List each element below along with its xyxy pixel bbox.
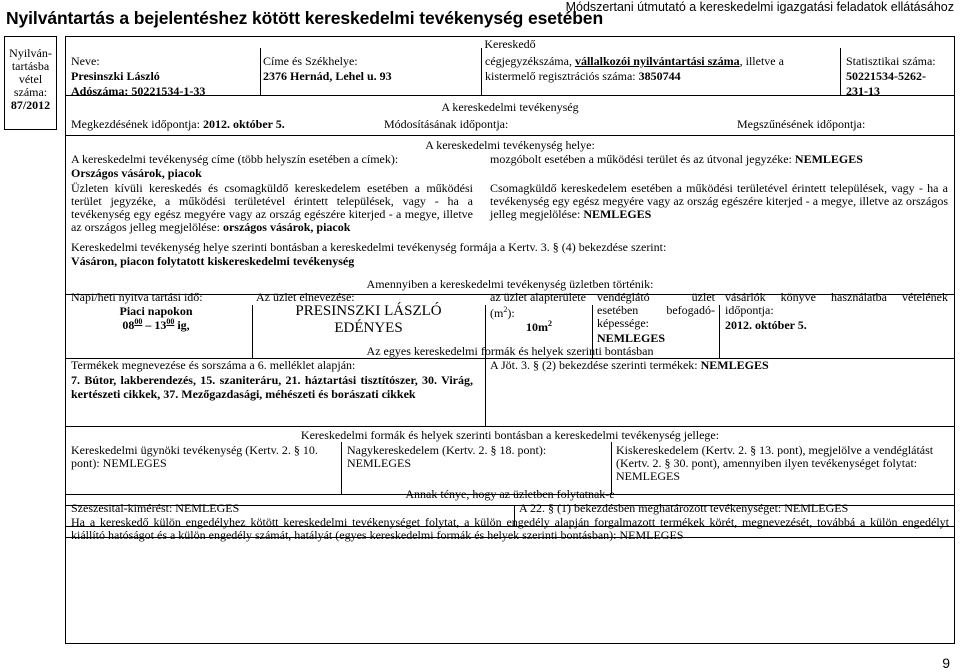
- mobile-shop-label: mozgóbolt esetében a működési terület és az útvonal jegyzéke:: [490, 152, 792, 166]
- stat-number-1: 50221534-5262-: [846, 69, 926, 83]
- document-subtitle: Módszertani útmutató a kereskedelmi igazgatási feladatok ellátásához: [565, 0, 954, 14]
- tax-label: Adószáma:: [71, 84, 129, 98]
- excise-products: [490, 359, 769, 372]
- location-address-label: A kereskedelmi tevékenység címe (több helyszín esetében a címek):: [71, 152, 399, 166]
- wholesale-label: Nagykereskedelem (Kertv. 2. § 18. pont):: [347, 443, 547, 457]
- parcel-area: [490, 182, 948, 221]
- outside-shop-text: Üzleten kívüli kereskedés és csomagküldő kereskedelem esetében a működési terület jegyzéke, a működési területével érintett települések, vagy - ha a tevékenység egy egész megyére vagy az ország egészére kiterjed - a megye, illetve az országos jelleg megjelölése:: [71, 181, 473, 234]
- opening-hours-label: Napi/heti nyitva tartási idő:: [71, 290, 203, 304]
- merchant-address: 2376 Hernád, Lehel u. 93: [263, 69, 392, 83]
- mobile-shop-value: NEMLEGES: [794, 152, 863, 166]
- start-date: [71, 118, 285, 131]
- close-minute: 00: [166, 317, 175, 326]
- registration-label-line: Nyilván-: [9, 46, 52, 60]
- area-unit-sup: 2: [503, 305, 508, 314]
- registration-label-line: tartásba: [11, 59, 50, 73]
- excise-products-value: NEMLEGES: [700, 358, 769, 372]
- special-permit-label: Ha a kereskedő külön engedélyhez kötött kereskedelmi tevékenységet folytat, a külön engedély alapján forgalmazott termékek körét, megnevezését, továbbá a külön engedélyt kiállító hatóságot és a külön engedély számát, hatályát (egyes kereskedelmi formák és helyek szerinti bontásban):: [71, 515, 949, 542]
- floor-area-unit: [490, 307, 515, 320]
- location-section-label: A kereskedelmi tevékenység helye:: [425, 138, 595, 152]
- termination-date-label: Megszűnésének időpontja:: [737, 117, 866, 131]
- alcohol-serving-label: Szeszesital-kimérést:: [71, 501, 173, 515]
- complaint-book-date: 2012. október 5.: [725, 318, 807, 332]
- retail-activity: [616, 444, 948, 483]
- registry-table: [65, 36, 955, 644]
- product-list-value: 7. Bútor, lakberendezés, 15. szaniteráru, 21. háztartási tisztítószer, 30. Virág, kertészeti cikkek, 37. Mezőgazdasági, méhészeti és borászati cikkek: [71, 373, 473, 401]
- fact-section-label: Annak ténye, hogy az üzletben folytatnak-e: [405, 487, 615, 501]
- close-hour: 13: [154, 318, 167, 332]
- stat-number-label: Statisztikai száma:: [846, 54, 936, 68]
- open-minute: 00: [134, 317, 143, 326]
- producer-reg-label: kistermelő regisztrációs száma:: [485, 69, 636, 83]
- wholesale-activity: [347, 444, 605, 470]
- area-value: 10m: [526, 320, 548, 334]
- producer-reg-value: 3850744: [638, 69, 681, 83]
- registration-label-line: száma:: [13, 85, 48, 99]
- special-permit-value: NEMLEGES: [619, 528, 684, 542]
- registration-number-box: [4, 36, 57, 130]
- shop-name-line-1: PRESINSZKI LÁSZLÓ: [295, 303, 442, 319]
- producer-reg: [485, 70, 681, 83]
- shop-name-line-2: EDÉNYES: [334, 320, 403, 336]
- opening-hours-days: Piaci napokon: [119, 304, 193, 318]
- merchant-section-label: Kereskedő: [484, 37, 536, 51]
- mobile-shop: [490, 153, 863, 166]
- section-22-label: A 22. § (1) bekezdésben meghatározott tevékenységet:: [519, 501, 782, 515]
- alcohol-serving: [71, 502, 239, 515]
- catering-capacity-label: vendéglátó üzlet esetében befogadó-képessége:: [597, 290, 715, 330]
- area-value-sup: 2: [548, 319, 552, 328]
- entrepreneur-reg-label: vállalkozói nyilvántartási száma: [574, 54, 740, 68]
- character-section-label: Kereskedelmi formák és helyek szerinti bontásban a kereskedelmi tevékenység jellege:: [300, 428, 720, 442]
- start-date-label: Megkezdésének időpontja:: [71, 117, 200, 131]
- agent-activity: [71, 444, 333, 470]
- activity-form-label: Kereskedelmi tevékenység helye szerinti bontásban a kereskedelmi tevékenység formája a Kertv. 3. § (4) bekezdése szerint:: [71, 240, 667, 254]
- floor-area-label: az üzlet alapterülete: [490, 290, 586, 304]
- agent-activity-value: NEMLEGES: [102, 456, 167, 470]
- address-label: Címe és Székhelye:: [263, 54, 358, 68]
- parcel-text: Csomagküldő kereskedelem esetében a működési területével érintett települések, vagy - ha a tevékenység egy egész megyére vagy az ország egészére kiterjed - a megye, illetve az országos jelleg megjelölése:: [490, 181, 948, 221]
- alcohol-serving-value: NEMLEGES: [175, 501, 240, 515]
- special-permit: [71, 516, 949, 542]
- outside-shop-value: országos vásárok, piacok: [222, 220, 351, 234]
- area-unit-close: ):: [507, 306, 515, 320]
- activity-section-label: A kereskedelmi tevékenység: [441, 100, 579, 114]
- outside-shop-area: [71, 182, 473, 234]
- section-22-activity: [519, 502, 848, 515]
- shop-section-label: Amennyiben a kereskedelmi tevékenység üzletben történik:: [366, 277, 654, 291]
- merchant-name: Presinszki László: [71, 69, 160, 83]
- reg-label-suffix: , illetve a: [739, 54, 784, 68]
- area-unit-open: (m: [490, 306, 504, 320]
- document-title: Nyilvántartás a bejelentéshez kötött kereskedelmi tevékenység esetében: [6, 8, 604, 28]
- location-address-value: Országos vásárok, piacok: [71, 166, 202, 180]
- complaint-book-label: vásárlók könyve használatba vételének időpontja:: [725, 290, 948, 317]
- merchant-tax: [71, 85, 205, 98]
- hours-suffix: ig,: [174, 318, 190, 332]
- retail-label: Kiskereskedelem (Kertv. 2. § 13. pont), megjelölve a vendéglátást (Kertv. 2. § 30. pont), amennyiben ilyen tevékenységet folytat:: [616, 443, 934, 470]
- registration-number: 87/2012: [10, 98, 51, 112]
- registration-label-line: vétel: [18, 72, 43, 86]
- hours-dash: –: [142, 318, 155, 332]
- opening-hours-time: [71, 319, 241, 332]
- floor-area-value: [526, 321, 552, 334]
- catering-capacity-value: NEMLEGES: [597, 331, 666, 345]
- products-section-label: Az egyes kereskedelmi formák és helyek szerinti bontásban: [366, 344, 654, 358]
- tax-value: 50221534-1-33: [131, 84, 206, 98]
- shop-name-label: Az üzlet elnevezése:: [256, 290, 355, 304]
- merchant-name-label: Neve:: [71, 54, 100, 68]
- open-hour: 08: [122, 318, 135, 332]
- stat-number-2: 231-13: [846, 84, 880, 98]
- activity-form-value: Vásáron, piacon folytatott kiskereskedelmi tevékenység: [71, 254, 355, 268]
- registration-numbers-label: [485, 55, 784, 68]
- start-date-value: 2012. október 5.: [202, 117, 285, 131]
- retail-value: NEMLEGES: [616, 469, 680, 483]
- agent-activity-label: Kereskedelmi ügynöki tevékenység (Kertv. 2. § 10. pont):: [71, 443, 318, 470]
- excise-products-label: A Jöt. 3. § (2) bekezdése szerinti termékek:: [490, 358, 698, 372]
- modification-date-label: Módosításának időpontja:: [384, 117, 509, 131]
- company-reg-label: cégjegyzékszáma,: [485, 54, 572, 68]
- parcel-value: NEMLEGES: [583, 207, 652, 221]
- page-number: 9: [942, 655, 950, 671]
- section-22-value: NEMLEGES: [784, 501, 849, 515]
- product-list-label: Termékek megnevezése és sorszáma a 6. melléklet alapján:: [71, 358, 356, 372]
- wholesale-value: NEMLEGES: [347, 456, 411, 470]
